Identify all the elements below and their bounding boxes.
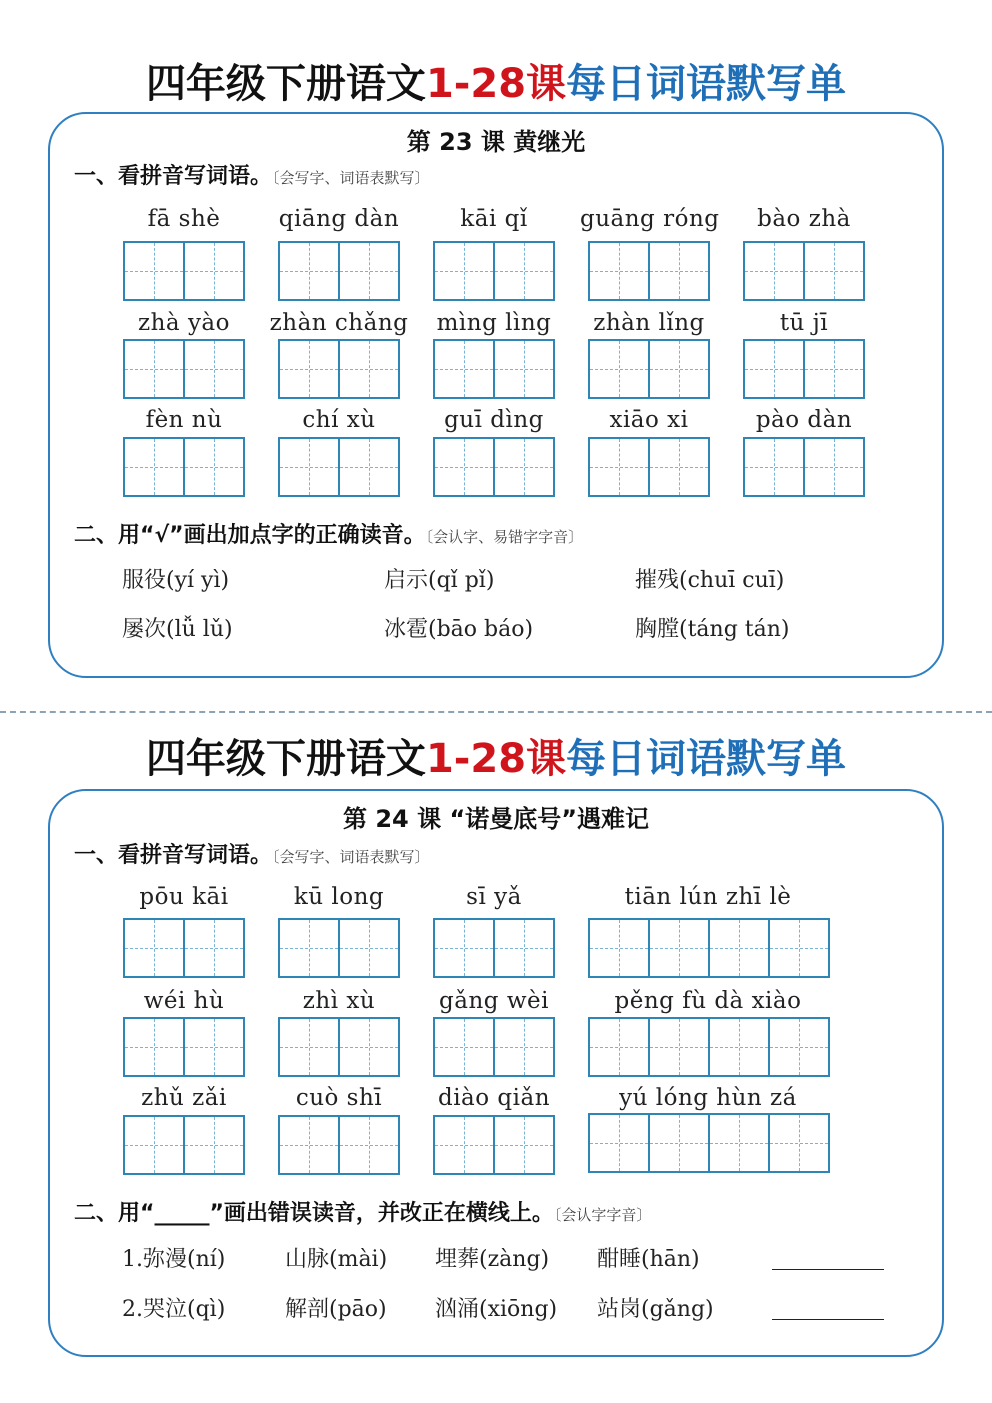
pronunciation-item[interactable]: 冰雹(bāo báo) xyxy=(384,617,534,642)
section2-heading-text: 二、用“_____”画出错误读音，并改正在横线上。 xyxy=(74,1201,554,1226)
sheet1-section1-heading xyxy=(74,162,430,193)
tianzige-pair xyxy=(433,918,553,978)
title-part-grade: 四年级下册语文 xyxy=(145,61,426,107)
tianzige-box[interactable] xyxy=(123,339,185,399)
tianzige-pair xyxy=(433,241,553,301)
tianzige-box[interactable] xyxy=(123,437,185,497)
correction-item[interactable]: 1.弥漫(ní) xyxy=(122,1247,226,1272)
pinyin-label: cuò shī xyxy=(295,1085,383,1111)
title-part-grade: 四年级下册语文 xyxy=(145,736,426,782)
tianzige-box[interactable] xyxy=(648,437,710,497)
section1-heading-text: 一、看拼音写词语。 xyxy=(74,843,273,868)
pinyin-label: kū long xyxy=(293,884,385,910)
tianzige-pair xyxy=(278,1115,398,1175)
pronunciation-item[interactable]: 服役(yí yì) xyxy=(122,568,230,593)
sheet2-section1-heading xyxy=(74,841,430,872)
tianzige-box[interactable] xyxy=(493,241,555,301)
tianzige-box[interactable] xyxy=(183,339,245,399)
tianzige-pair xyxy=(433,1017,553,1077)
tianzige-box[interactable] xyxy=(743,241,805,301)
tianzige-box[interactable] xyxy=(338,1017,400,1077)
tianzige-box[interactable] xyxy=(123,918,185,978)
title-part-ke: 课 xyxy=(526,736,567,782)
tianzige-pair xyxy=(278,1017,398,1077)
tianzige-box[interactable] xyxy=(493,918,555,978)
tianzige-quad xyxy=(588,1113,828,1173)
tianzige-box[interactable] xyxy=(768,918,830,978)
title-part-ke: 课 xyxy=(526,61,567,107)
section2-heading-note: 〔会认字字音〕 xyxy=(553,1206,652,1224)
tianzige-box[interactable] xyxy=(648,1113,710,1173)
pronunciation-item[interactable]: 启示(qǐ pǐ) xyxy=(384,568,495,593)
sheet2-lesson-title: 第 24 课 “诺曼底号”遇难记 xyxy=(342,805,649,833)
tianzige-box[interactable] xyxy=(183,918,245,978)
pinyin-label: tiān lún zhī lè xyxy=(624,884,792,910)
tianzige-box[interactable] xyxy=(123,241,185,301)
tianzige-box[interactable] xyxy=(708,1113,770,1173)
pinyin-label: pào dàn xyxy=(755,407,853,433)
tianzige-pair xyxy=(588,241,708,301)
title-part-sheet: 每日词语默写单 xyxy=(566,736,847,782)
tianzige-box[interactable] xyxy=(493,437,555,497)
tianzige-box[interactable] xyxy=(493,1017,555,1077)
tianzige-box[interactable] xyxy=(768,1113,830,1173)
title-part-sheet: 每日词语默写单 xyxy=(566,61,847,107)
tianzige-box[interactable] xyxy=(648,918,710,978)
tianzige-box[interactable] xyxy=(123,1115,185,1175)
pinyin-label: fā shè xyxy=(147,206,221,232)
tianzige-quad xyxy=(588,1017,828,1077)
tianzige-pair xyxy=(278,339,398,399)
tianzige-box[interactable] xyxy=(708,1017,770,1077)
tianzige-pair xyxy=(123,1115,243,1175)
tianzige-pair xyxy=(123,918,243,978)
title-part-range: 1-28 xyxy=(425,736,527,782)
tianzige-box[interactable] xyxy=(433,918,495,978)
correction-item[interactable]: 解剖(pāo) xyxy=(285,1297,387,1322)
tianzige-box[interactable] xyxy=(743,339,805,399)
tianzige-box[interactable] xyxy=(338,241,400,301)
pinyin-label: pōu kāi xyxy=(139,884,229,910)
tianzige-box[interactable] xyxy=(588,241,650,301)
tianzige-box[interactable] xyxy=(433,437,495,497)
tianzige-box[interactable] xyxy=(493,339,555,399)
tianzige-box[interactable] xyxy=(588,339,650,399)
tianzige-box[interactable] xyxy=(588,1113,650,1173)
tianzige-box[interactable] xyxy=(183,1017,245,1077)
pronunciation-item[interactable]: 摧残(chuī cuī) xyxy=(635,568,785,593)
tianzige-box[interactable] xyxy=(433,1115,495,1175)
tianzige-box[interactable] xyxy=(433,1017,495,1077)
tianzige-box[interactable] xyxy=(278,241,340,301)
tianzige-box[interactable] xyxy=(433,241,495,301)
tianzige-box[interactable] xyxy=(338,339,400,399)
pinyin-label: bào zhà xyxy=(757,206,851,232)
pinyin-label: chí xù xyxy=(302,407,376,433)
section1-heading-text: 一、看拼音写词语。 xyxy=(74,164,273,189)
tianzige-pair xyxy=(743,241,863,301)
tianzige-box[interactable] xyxy=(338,1115,400,1175)
tianzige-pair xyxy=(433,1115,553,1175)
tianzige-pair xyxy=(433,437,553,497)
pinyin-label: xiāo xi xyxy=(609,407,689,433)
tianzige-box[interactable] xyxy=(743,437,805,497)
cut-line-divider xyxy=(0,711,992,713)
pinyin-label: kāi qǐ xyxy=(460,206,528,232)
pinyin-label: pěng fù dà xiào xyxy=(614,988,802,1014)
tianzige-pair xyxy=(743,437,863,497)
pinyin-label: zhì xù xyxy=(302,988,376,1014)
tianzige-box[interactable] xyxy=(493,1115,555,1175)
tianzige-box[interactable] xyxy=(123,1017,185,1077)
correction-item[interactable]: 2.哭泣(qì) xyxy=(122,1297,226,1322)
section1-heading-note: 〔会写字、词语表默写〕 xyxy=(272,169,430,187)
tianzige-pair xyxy=(278,918,398,978)
sheet2-main-title xyxy=(0,735,992,783)
pinyin-label: zhǔ zǎi xyxy=(141,1085,227,1111)
tianzige-pair xyxy=(123,339,243,399)
tianzige-box[interactable] xyxy=(278,1017,340,1077)
tianzige-pair xyxy=(123,241,243,301)
tianzige-box[interactable] xyxy=(803,437,865,497)
tianzige-box[interactable] xyxy=(433,339,495,399)
pinyin-label: mìng lìng xyxy=(436,310,552,336)
pinyin-label: yú lóng hùn zá xyxy=(619,1085,797,1111)
title-part-range: 1-28 xyxy=(425,61,527,107)
tianzige-box[interactable] xyxy=(648,339,710,399)
sheet1-lesson-title: 第 23 课 黄继光 xyxy=(406,128,586,156)
pinyin-label: tū jī xyxy=(779,310,829,336)
tianzige-box[interactable] xyxy=(768,1017,830,1077)
pinyin-label: wéi hù xyxy=(143,988,225,1014)
pronunciation-item[interactable]: 屡次(lǚ lǔ) xyxy=(122,617,233,642)
pinyin-label: guāng róng xyxy=(580,206,720,232)
correction-item[interactable]: 汹涌(xiōng) xyxy=(435,1297,558,1322)
section2-heading-note: 〔会认字、易错字字音〕 xyxy=(425,528,584,546)
tianzige-box[interactable] xyxy=(183,437,245,497)
tianzige-box[interactable] xyxy=(648,241,710,301)
answer-blank-line[interactable] xyxy=(772,1319,884,1320)
tianzige-box[interactable] xyxy=(278,437,340,497)
pinyin-label: qiāng dàn xyxy=(278,206,400,232)
correction-item[interactable]: 山脉(mài) xyxy=(285,1247,388,1272)
pinyin-label: zhàn chǎng xyxy=(269,310,409,336)
section2-heading-text: 二、用“√”画出加点字的正确读音。 xyxy=(74,523,426,548)
tianzige-box[interactable] xyxy=(648,1017,710,1077)
tianzige-box[interactable] xyxy=(338,437,400,497)
correction-item[interactable]: 酣睡(hān) xyxy=(597,1247,700,1272)
sheet1-section2-heading xyxy=(74,521,583,552)
tianzige-pair xyxy=(123,1017,243,1077)
tianzige-box[interactable] xyxy=(803,241,865,301)
pronunciation-item[interactable]: 胸膛(táng tán) xyxy=(635,617,790,642)
sheet2-section2-heading xyxy=(74,1199,651,1230)
tianzige-box[interactable] xyxy=(278,1115,340,1175)
pinyin-label: zhà yào xyxy=(137,310,230,336)
tianzige-pair xyxy=(743,339,863,399)
tianzige-box[interactable] xyxy=(338,918,400,978)
pinyin-label: zhàn lǐng xyxy=(593,310,705,336)
tianzige-box[interactable] xyxy=(588,1017,650,1077)
tianzige-box[interactable] xyxy=(278,918,340,978)
answer-blank-line[interactable] xyxy=(772,1269,884,1270)
tianzige-box[interactable] xyxy=(183,1115,245,1175)
tianzige-pair xyxy=(278,437,398,497)
pinyin-label: gǎng wèi xyxy=(439,988,549,1014)
tianzige-quad xyxy=(588,918,828,978)
pinyin-label: sī yǎ xyxy=(466,884,522,910)
tianzige-box[interactable] xyxy=(803,339,865,399)
tianzige-box[interactable] xyxy=(278,339,340,399)
pinyin-label: diào qiǎn xyxy=(437,1085,551,1111)
correction-item[interactable]: 站岗(gǎng) xyxy=(597,1297,714,1322)
correction-item[interactable]: 埋葬(zàng) xyxy=(435,1247,550,1272)
tianzige-pair xyxy=(588,437,708,497)
tianzige-box[interactable] xyxy=(588,437,650,497)
tianzige-box[interactable] xyxy=(708,918,770,978)
pinyin-label: guī dìng xyxy=(444,407,544,433)
tianzige-pair xyxy=(588,339,708,399)
sheet1-main-title xyxy=(0,60,992,108)
tianzige-pair xyxy=(433,339,553,399)
tianzige-pair xyxy=(278,241,398,301)
tianzige-pair xyxy=(123,437,243,497)
tianzige-box[interactable] xyxy=(183,241,245,301)
tianzige-box[interactable] xyxy=(588,918,650,978)
section1-heading-note: 〔会写字、词语表默写〕 xyxy=(272,848,430,866)
pinyin-label: fèn nù xyxy=(145,407,223,433)
